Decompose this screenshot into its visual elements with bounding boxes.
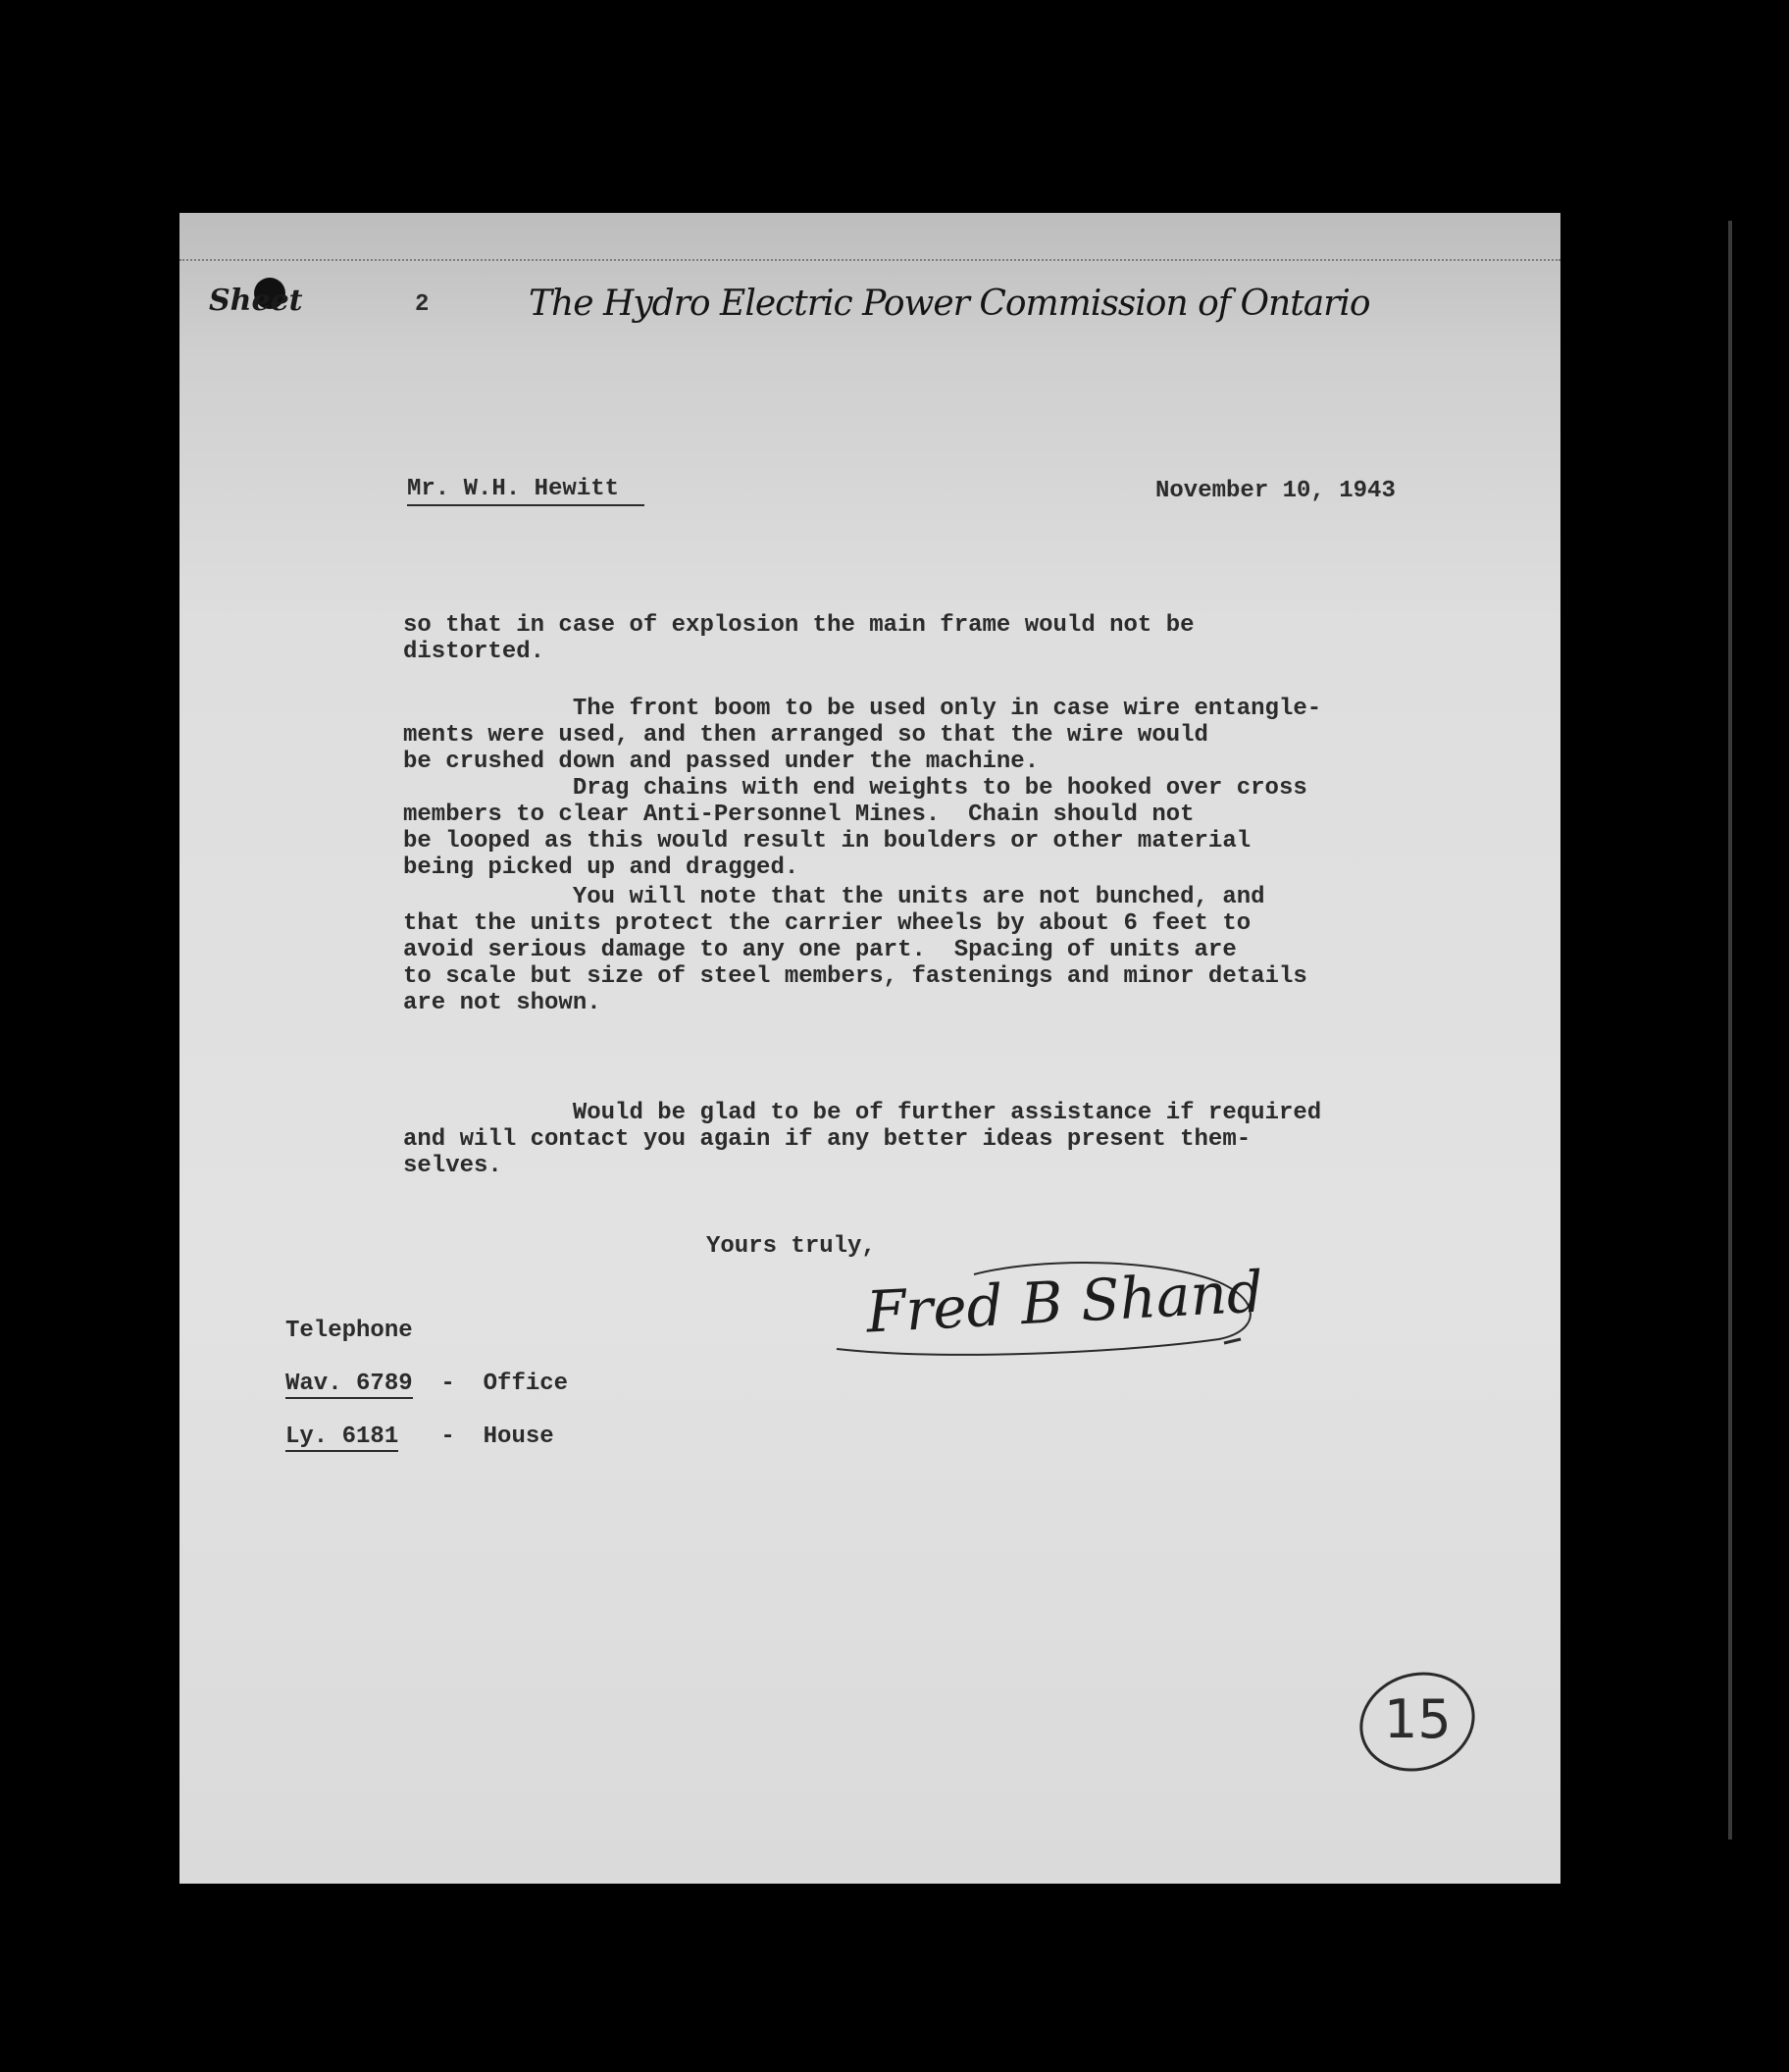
signature	[827, 1223, 1278, 1380]
sheet-number: 2	[415, 291, 430, 318]
letter-sheet	[179, 213, 1560, 1884]
film-edge	[1728, 221, 1732, 1839]
sheet-label: Sheet	[209, 284, 303, 318]
telephone-type: Office	[483, 1371, 569, 1397]
closing-line: Yours truly,	[706, 1233, 876, 1260]
body-paragraph: so that in case of explosion the main frame would not be distorted.	[403, 612, 1195, 665]
body-paragraph: Would be glad to be of further assistance if required and will contact you again if any better ideas present them- selves.	[403, 1100, 1322, 1179]
letterhead: The Hydro Electric Power Commission of Ontario	[529, 284, 1370, 324]
telephone-label: Telephone	[285, 1318, 413, 1344]
telephone-number: Wav. 6789	[285, 1371, 413, 1397]
recipient-name: Mr. W.H. Hewitt	[407, 476, 644, 506]
body-paragraph: Drag chains with end weights to be hooked over cross members to clear Anti-Personnel Mines. Chain should not be looped as this would result in boulders or other material being picked up and dragged.	[403, 775, 1307, 881]
telephone-line-house: Ly. 6181 - House	[285, 1424, 554, 1450]
signature-text: Fred B Shand	[864, 1258, 1265, 1346]
page-number-mark	[1355, 1665, 1482, 1779]
page-number: 15	[1384, 1688, 1452, 1750]
letter-date: November 10, 1943	[1155, 478, 1396, 504]
telephone-line-office: Wav. 6789 - Office	[285, 1371, 569, 1397]
telephone-type: House	[483, 1424, 554, 1450]
telephone-number: Ly. 6181	[285, 1424, 399, 1450]
body-paragraph: You will note that the units are not bunched, and that the units protect the carrier wheels by about 6 feet to avoid serious damage to any one part. Spacing of units are to scale but size of steel members, fastenings and minor details are not shown.	[403, 884, 1307, 1016]
perforation-line	[179, 259, 1560, 261]
body-paragraph: The front boom to be used only in case wire entangle- ments were used, and then arranged so that the wire would be crushed down and passed under the machine.	[403, 696, 1322, 775]
